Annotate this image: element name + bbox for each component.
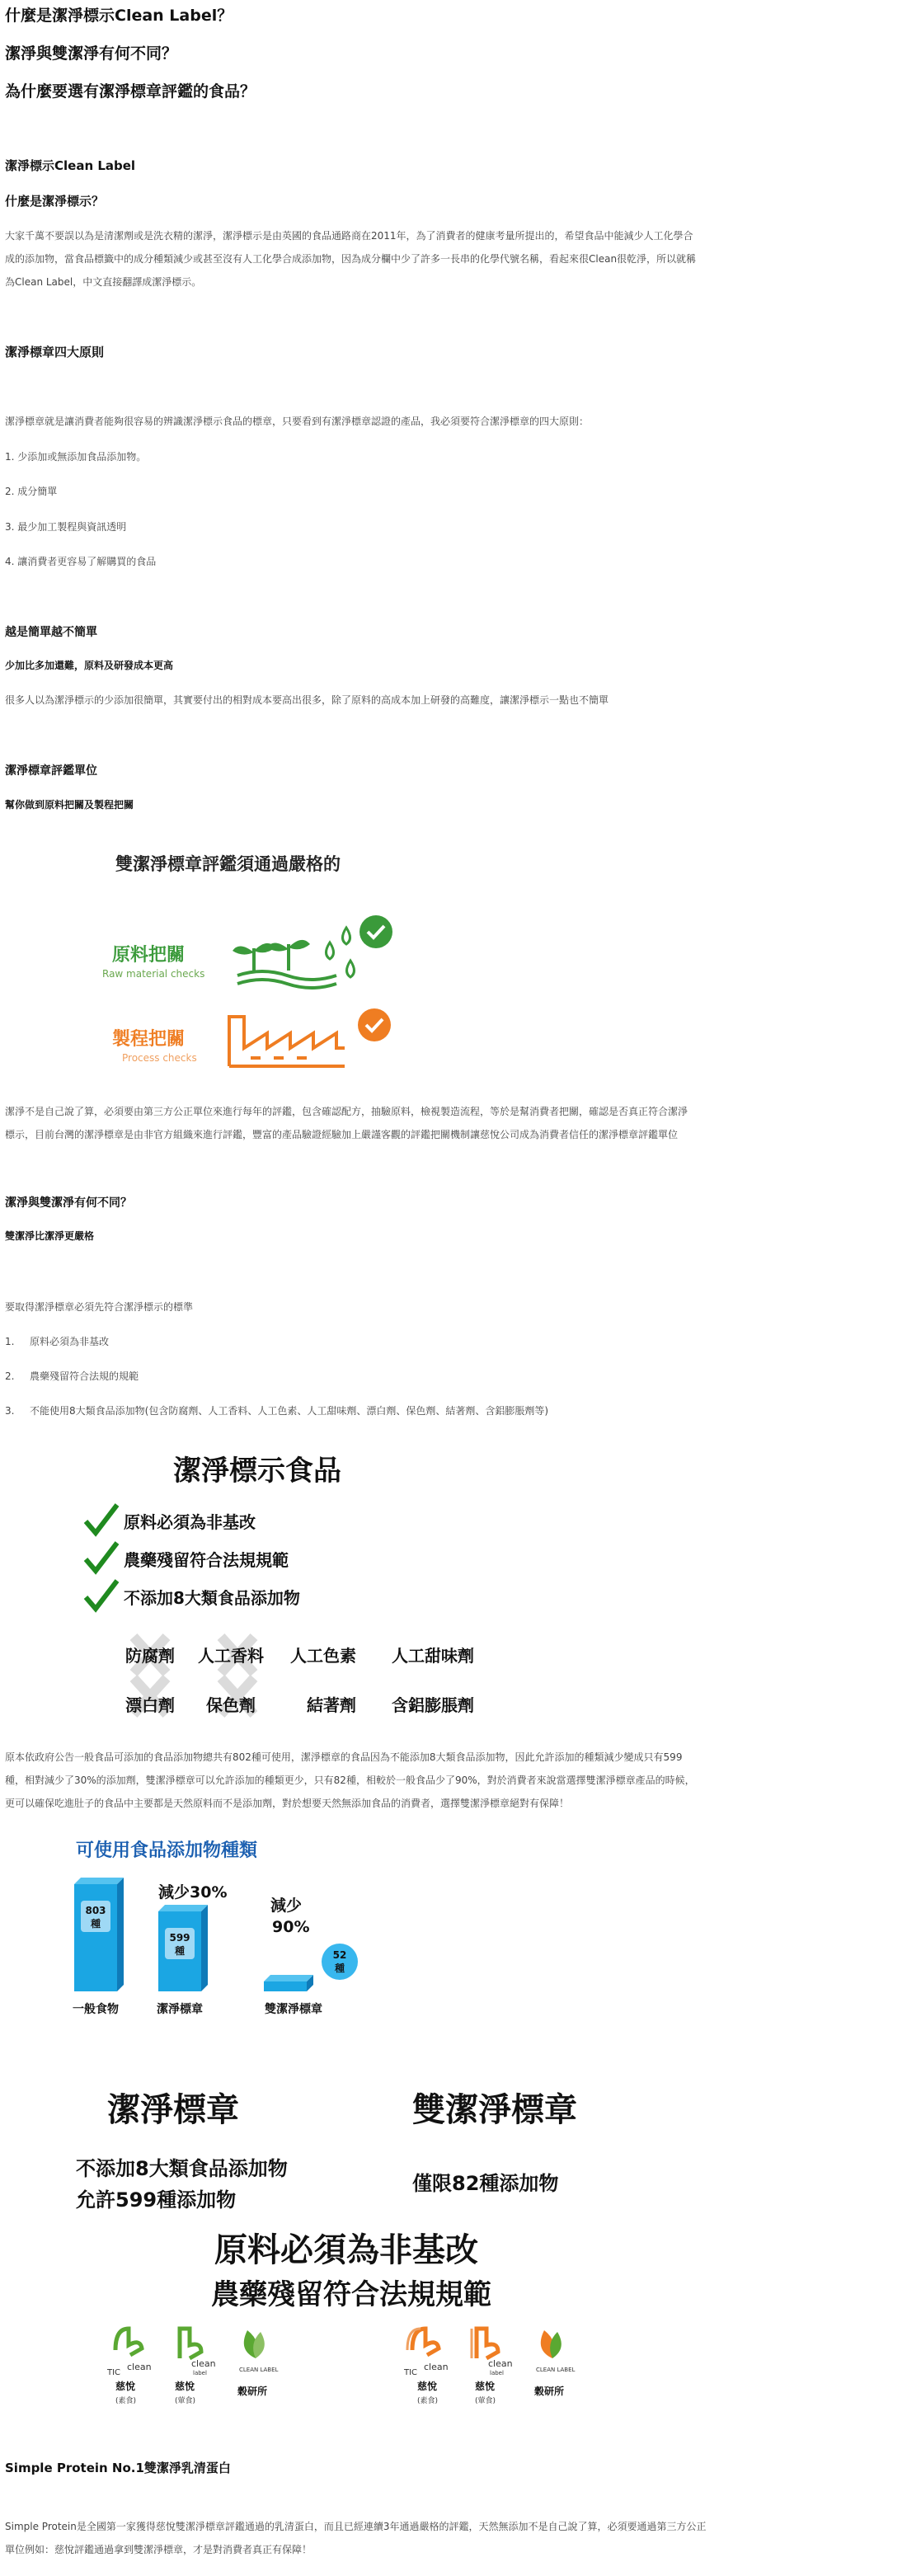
- svg-text:clean: clean: [488, 2358, 513, 2369]
- check-icon: [86, 1505, 117, 1533]
- paragraph-certifier: [5, 1100, 912, 1146]
- logo-caption: (葷食): [475, 2397, 496, 2405]
- figure-clean-label-food: [74, 1439, 519, 1728]
- additive-label: 結著劑: [307, 1695, 356, 1715]
- svg-text:TIC: TIC: [404, 2368, 418, 2377]
- svg-text:TIC: TIC: [107, 2368, 121, 2377]
- chart-bar: [264, 1981, 307, 1991]
- chart-value-label: 種: [334, 1963, 345, 1974]
- paragraph-principles-intro: 潔淨標章就是讓消費者能夠很容易的辨識潔淨標示食品的標章，只要看到有潔淨標章認證的產品，我必須要符合潔淨標章的四大原則：: [5, 416, 590, 427]
- logo-caption: (葷食): [175, 2397, 196, 2405]
- toc-link-clean-label[interactable]: 什麼是潔淨標示Clean Label？: [5, 7, 233, 25]
- section-title-simple: 越是簡單越不簡單: [5, 626, 97, 639]
- clean-label-desc: 允許599種添加物: [76, 2188, 237, 2212]
- sprout-icon: [233, 940, 336, 988]
- clean-label-desc: 不添加8大類食品添加物: [76, 2157, 288, 2180]
- chart-annotation: 減少30%: [158, 1883, 228, 1901]
- paragraph-clean-label: [5, 224, 912, 294]
- paragraph-line: 更可以確保吃進肚子的食品中主要都是天然原料而不是添加劑，對於想要天然無添加食品的消費者，選擇雙潔淨標章絕對有保障！: [5, 1798, 570, 1809]
- additive-label: 防腐劑: [125, 1646, 175, 1666]
- additive-label: 人工色素: [290, 1646, 356, 1666]
- logo-caption: 慈悅: [475, 2381, 496, 2392]
- list-item: [5, 1403, 548, 1417]
- additive-label: 人工甜味劑: [392, 1646, 474, 1666]
- clean-label-logo: [180, 2329, 216, 2376]
- additive-types-chart: [66, 1835, 379, 2041]
- logo-caption: 慈悅: [175, 2381, 195, 2392]
- svg-text:CLEAN LABEL: CLEAN LABEL: [239, 2367, 279, 2373]
- figure-title: 潔淨標示食品: [173, 1455, 341, 1488]
- raw-material-sublabel: Raw material checks: [102, 968, 205, 980]
- svg-text:clean: clean: [191, 2358, 216, 2369]
- section-title-difference: 潔淨與雙潔淨有何不同？: [5, 1196, 132, 1210]
- chart-value-label: 599: [169, 1932, 190, 1944]
- figure-title: 雙潔淨標章評鑑須通過嚴格的: [115, 854, 341, 874]
- check-icon: [86, 1581, 117, 1609]
- process-sublabel: Process checks: [122, 1052, 197, 1064]
- paragraph-line: Simple Protein是全國第一家獲得慈悅雙潔淨標章評鑑通過的乳清蛋白，而且已經連續3年通過嚴格的評鑑，天然無添加不是自己說了算，必須要通過第三方公正: [5, 2521, 707, 2532]
- tic-clean-label-logo: [106, 2329, 152, 2377]
- chart-category-label: 一般食物: [73, 2003, 119, 2016]
- figure-label-comparison: [49, 2078, 660, 2424]
- clean-label-title: 潔淨標章: [107, 2091, 239, 2129]
- paragraph-line: 大家千萬不要誤以為是清潔劑或是洗衣精的潔淨，潔淨標示是由英國的食品通路商在2011年，為了消費者的健康考量所提出的，希望食品中能減少人工化學合: [5, 230, 693, 242]
- chart-bar-side: [117, 1878, 124, 1991]
- toc-link-difference[interactable]: 潔淨與雙潔淨有何不同？: [5, 45, 178, 63]
- list-item: 1. 少添加或無添加食品添加物。: [5, 451, 147, 463]
- paragraph-standards-intro: 要取得潔淨標章必須先符合潔淨標示的標準: [5, 1301, 194, 1313]
- check-item: 原料必須為非基改: [124, 1512, 256, 1532]
- list-text: 不能使用8大類食品添加物(包含防腐劑、人工香料、人工色素、人工甜味劑、漂白劑、保色劑、結著劑、含鋁膨脹劑等): [30, 1405, 549, 1417]
- chart-bar-top: [264, 1975, 313, 1981]
- list-number: 1.: [5, 1336, 15, 1347]
- factory-icon: [229, 1017, 345, 1066]
- paragraph-line: 種，相對減少了30%的添加劑，雙潔淨標章可以允許添加的種類更少，只有82種，相較於一般食品少了90%，對於消費者來說當選擇雙潔淨標章產品的時候，: [5, 1775, 695, 1786]
- list-item: 2. 成分簡單: [5, 486, 58, 497]
- additive-label: 漂白劑: [125, 1695, 175, 1715]
- check-circle-icon: [358, 1008, 391, 1041]
- chart-bar-top: [158, 1905, 208, 1911]
- tic-double-clean-label-logo: [403, 2329, 449, 2377]
- toc-link-why-choose[interactable]: 為什麼要選有潔淨標章評鑑的食品？: [5, 82, 256, 101]
- chart-bar-side: [201, 1905, 208, 1991]
- svg-text:clean: clean: [424, 2362, 449, 2372]
- chart-bar-top: [74, 1878, 124, 1884]
- check-item: 不添加8大類食品添加物: [124, 1588, 300, 1608]
- section-title-four-principles: 潔淨標章四大原則: [5, 345, 105, 360]
- additive-label: 保色劑: [206, 1695, 256, 1715]
- double-clean-label-logo: [472, 2329, 513, 2376]
- logo-caption: 穀研所: [534, 2386, 565, 2397]
- paragraph-line: 單位例如：慈悅評鑑通過拿到雙潔淨標章，才是對消費者真正有保障！: [5, 2544, 312, 2555]
- list-item: [5, 1369, 139, 1383]
- chart-value-label: 803: [85, 1905, 106, 1916]
- paragraph-simple-protein: [5, 2515, 912, 2561]
- leaf-clean-label-logo: [239, 2330, 279, 2373]
- logo-caption: 慈悅: [417, 2381, 438, 2392]
- svg-text:clean: clean: [127, 2362, 152, 2372]
- chart-annotation: 90%: [272, 1918, 310, 1936]
- leaf-double-clean-label-logo: [536, 2330, 576, 2373]
- chart-value-label: 種: [174, 1945, 186, 1958]
- list-item: [5, 1334, 109, 1348]
- shared-requirement: 農藥殘留符合法規規範: [211, 2278, 491, 2311]
- paragraph-line: 成的添加物，當食品標籤中的成分種類減少或甚至沒有人工化學合成添加物，因為成分欄中少了許多一長串的化學代號名稱，看起來很Clean很乾淨，所以就稱: [5, 253, 697, 265]
- double-clean-label-desc: 僅限82種添加物: [412, 2172, 559, 2195]
- process-label: 製程把關: [112, 1029, 186, 1050]
- svg-text:label: label: [490, 2370, 504, 2376]
- list-text: 農藥殘留符合法規的規範: [30, 1370, 139, 1382]
- section-subtitle-certifier: 幫你做到原料把關及製程把關: [5, 799, 134, 811]
- section-title-clean-label: 潔淨標示Clean Label: [5, 158, 136, 173]
- section-subtitle-what-is: 什麼是潔淨標示？: [5, 194, 105, 209]
- chart-category-label: 潔淨標章: [157, 2003, 203, 2016]
- chart-annotation: 減少: [270, 1897, 303, 1915]
- chart-bar: [74, 1884, 117, 1991]
- paragraph-cost: 很多人以為潔淨標示的少添加很簡單，其實要付出的相對成本要高出很多，除了原料的高成本加上研發的高難度，讓潔淨標示一點也不簡單: [5, 694, 609, 706]
- check-circle-icon: [359, 915, 392, 948]
- section-title-certifier: 潔淨標章評鑑單位: [5, 764, 97, 778]
- logo-caption: (素食): [417, 2397, 439, 2405]
- paragraph-line: 為Clean Label，中文直接翻譯成潔淨標示。: [5, 276, 202, 288]
- list-text: 原料必須為非基改: [30, 1336, 110, 1347]
- list-number: 2.: [5, 1370, 15, 1382]
- svg-text:label: label: [193, 2370, 207, 2376]
- raw-material-label: 原料把關: [112, 945, 186, 966]
- list-item: 4. 讓消費者更容易了解購買的食品: [5, 556, 157, 567]
- figure-double-clean-checks: [82, 845, 429, 1093]
- additive-label: 人工香料: [198, 1646, 264, 1666]
- double-clean-label-title: 雙潔淨標章: [412, 2091, 577, 2129]
- check-icon: [86, 1543, 117, 1571]
- additive-label: 含鋁膨脹劑: [392, 1695, 474, 1715]
- svg-text:CLEAN LABEL: CLEAN LABEL: [536, 2367, 576, 2373]
- paragraph-line: 原本依政府公告一般食品可添加的食品添加物總共有802種可使用，潔淨標章的食品因為不能添加8大類食品添加物，因此允許添加的種類減少變成只有599: [5, 1751, 683, 1763]
- paragraph-line: 標示，目前台灣的潔淨標章是由非官方組織來進行評鑑，豐富的產品驗證經驗加上嚴謹客觀的評鑑把關機制讓慈悅公司成為消費者信任的潔淨標章評鑑單位: [5, 1129, 679, 1140]
- paragraph-additive-count: [5, 1746, 912, 1815]
- logo-caption: 穀研所: [237, 2386, 268, 2397]
- section-subtitle-cost: 少加比多加還難，原料及研發成本更高: [5, 660, 174, 671]
- list-number: 3.: [5, 1405, 15, 1417]
- logo-caption: (素食): [115, 2397, 137, 2405]
- chart-value-label: 52: [332, 1949, 347, 1961]
- paragraph-line: 潔淨不是自己說了算，必須要由第三方公正單位來進行每年的評鑑，包含確認配方，抽驗原料，檢視製造流程，等於是幫消費者把關，確認是否真正符合潔淨: [5, 1106, 688, 1117]
- shared-requirement: 原料必須為非基改: [214, 2231, 478, 2269]
- section-subtitle-stricter: 雙潔淨比潔淨更嚴格: [5, 1230, 95, 1242]
- section-title-simple-protein: Simple Protein No.1雙潔淨乳清蛋白: [5, 2461, 231, 2475]
- list-item: 3. 最少加工製程與資訊透明: [5, 521, 127, 533]
- chart-value-label: 種: [90, 1918, 101, 1930]
- water-drops-icon: [327, 928, 355, 977]
- chart-category-label: 雙潔淨標章: [265, 2003, 322, 2016]
- logo-caption: 慈悅: [115, 2381, 136, 2392]
- check-item: 農藥殘留符合法規規範: [124, 1550, 289, 1570]
- chart-title: 可使用食品添加物種類: [76, 1840, 258, 1861]
